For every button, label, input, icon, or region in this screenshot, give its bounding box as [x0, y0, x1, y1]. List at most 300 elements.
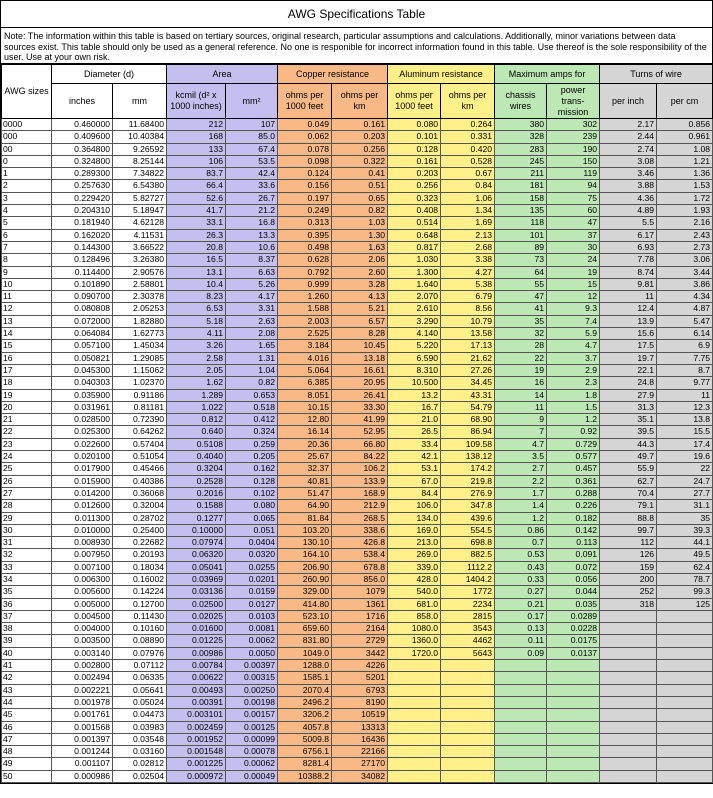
cell-turns-per-inch	[600, 709, 657, 721]
cell-power-amps: 0.288	[547, 487, 600, 499]
cell-area-mm2: 0.205	[226, 451, 278, 463]
cell-turns-per-cm: 39.3	[657, 524, 713, 536]
cell-chassis-amps: 0.13	[495, 623, 547, 635]
cell-chassis-amps: 7	[495, 426, 547, 438]
table-row	[2, 487, 713, 499]
cell-area-kcmil: 133	[167, 143, 226, 155]
cell-area-kcmil: 16.5	[167, 254, 226, 266]
cell-diameter-inches: 0.004000	[52, 623, 113, 635]
cell-al-ohms-1000ft: 0.203	[388, 168, 441, 180]
cell-area-mm2: 0.82	[226, 377, 278, 389]
cell-turns-per-inch: 62.7	[600, 475, 657, 487]
cell-awg-size: 5	[2, 217, 52, 229]
cell-area-kcmil: 33.1	[167, 217, 226, 229]
cell-area-kcmil: 0.02500	[167, 598, 226, 610]
cell-area-mm2: 67.4	[226, 143, 278, 155]
cell-cu-ohms-km: 16.61	[332, 364, 388, 376]
cell-diameter-mm: 0.03983	[113, 721, 167, 733]
cell-area-mm2: 0.065	[226, 512, 278, 524]
cell-area-kcmil: 2.05	[167, 364, 226, 376]
cell-turns-per-cm: 31.1	[657, 500, 713, 512]
cell-power-amps: 190	[547, 143, 600, 155]
cell-turns-per-inch: 200	[600, 573, 657, 585]
cell-turns-per-inch: 31.3	[600, 401, 657, 413]
cell-turns-per-cm	[657, 721, 713, 733]
cell-power-amps: 15	[547, 278, 600, 290]
cell-area-mm2: 33.6	[226, 180, 278, 192]
cell-power-amps: 0.182	[547, 512, 600, 524]
cell-turns-per-inch: 112	[600, 537, 657, 549]
cell-cu-ohms-1000ft: 0.124	[278, 168, 332, 180]
cell-al-ohms-1000ft: 0.080	[388, 119, 441, 131]
cell-awg-size: 19	[2, 389, 52, 401]
cell-al-ohms-km	[441, 696, 495, 708]
cell-turns-per-inch: 70.4	[600, 487, 657, 499]
cell-cu-ohms-km: 20.95	[332, 377, 388, 389]
cell-diameter-mm: 5.18947	[113, 205, 167, 217]
cell-awg-size: 30	[2, 524, 52, 536]
cell-cu-ohms-1000ft: 2.525	[278, 328, 332, 340]
cell-turns-per-cm: 0.961	[657, 131, 713, 143]
cell-chassis-amps: 211	[495, 168, 547, 180]
cell-diameter-mm: 2.90576	[113, 266, 167, 278]
cell-area-kcmil: 0.05041	[167, 561, 226, 573]
cell-cu-ohms-1000ft: 5.064	[278, 364, 332, 376]
table-body	[2, 119, 713, 783]
cell-chassis-amps: 0.11	[495, 635, 547, 647]
cell-chassis-amps: 181	[495, 180, 547, 192]
cell-area-mm2: 2.08	[226, 328, 278, 340]
cell-area-kcmil: 0.1277	[167, 512, 226, 524]
cell-al-ohms-1000ft: 681.0	[388, 598, 441, 610]
cell-area-kcmil: 0.5108	[167, 438, 226, 450]
table-row	[2, 389, 713, 401]
cell-al-ohms-km	[441, 660, 495, 672]
cell-turns-per-cm: 1.36	[657, 168, 713, 180]
cell-chassis-amps: 0.27	[495, 586, 547, 598]
cell-area-mm2: 0.0050	[226, 647, 278, 659]
cell-awg-size: 23	[2, 438, 52, 450]
cell-turns-per-inch: 2.17	[600, 119, 657, 131]
cell-cu-ohms-1000ft: 1585.1	[278, 672, 332, 684]
cell-turns-per-cm: 0.856	[657, 119, 713, 131]
cell-al-ohms-1000ft: 1.300	[388, 266, 441, 278]
cell-area-mm2: 53.5	[226, 155, 278, 167]
cell-area-kcmil: 0.10000	[167, 524, 226, 536]
cell-turns-per-cm: 1.93	[657, 205, 713, 217]
cell-cu-ohms-km: 133.9	[332, 475, 388, 487]
cell-cu-ohms-1000ft: 1288.0	[278, 660, 332, 672]
cell-diameter-inches: 0.001107	[52, 758, 113, 770]
cell-cu-ohms-1000ft: 10.15	[278, 401, 332, 413]
table-row	[2, 180, 713, 192]
cell-power-amps	[547, 696, 600, 708]
cell-al-ohms-km: 174.2	[441, 463, 495, 475]
cell-turns-per-inch: 3.08	[600, 155, 657, 167]
table-row	[2, 758, 713, 770]
cell-chassis-amps	[495, 758, 547, 770]
cell-diameter-inches: 0.020100	[52, 451, 113, 463]
cell-area-kcmil: 0.003101	[167, 709, 226, 721]
cell-diameter-inches: 0.005000	[52, 598, 113, 610]
cell-area-kcmil: 20.8	[167, 241, 226, 253]
cell-awg-size: 13	[2, 315, 52, 327]
cell-diameter-inches: 0.008930	[52, 537, 113, 549]
cell-al-ohms-km: 698.8	[441, 537, 495, 549]
cell-turns-per-inch: 22.1	[600, 364, 657, 376]
cell-turns-per-inch: 13.9	[600, 315, 657, 327]
cell-diameter-inches: 0.005600	[52, 586, 113, 598]
cell-diameter-inches: 0.181940	[52, 217, 113, 229]
cell-cu-ohms-1000ft: 2496.2	[278, 696, 332, 708]
cell-awg-size: 47	[2, 733, 52, 745]
table-row	[2, 229, 713, 241]
cell-chassis-amps	[495, 721, 547, 733]
cell-turns-per-inch	[600, 696, 657, 708]
cell-chassis-amps: 14	[495, 389, 547, 401]
cell-area-mm2: 2.63	[226, 315, 278, 327]
cell-cu-ohms-1000ft: 3206.2	[278, 709, 332, 721]
cell-cu-ohms-1000ft: 40.81	[278, 475, 332, 487]
cell-diameter-mm: 0.32004	[113, 500, 167, 512]
cell-diameter-mm: 1.45034	[113, 340, 167, 352]
table-row	[2, 143, 713, 155]
cell-diameter-inches: 0.025300	[52, 426, 113, 438]
cell-diameter-inches: 0.162020	[52, 229, 113, 241]
cell-area-mm2: 42.4	[226, 168, 278, 180]
cell-area-mm2: 21.2	[226, 205, 278, 217]
cell-diameter-inches: 0.006300	[52, 573, 113, 585]
cell-cu-ohms-1000ft: 260.90	[278, 573, 332, 585]
cell-area-kcmil: 0.03969	[167, 573, 226, 585]
cell-diameter-mm: 10.40384	[113, 131, 167, 143]
cell-al-ohms-1000ft: 0.817	[388, 241, 441, 253]
cell-awg-size: 44	[2, 696, 52, 708]
cell-area-kcmil: 52.6	[167, 192, 226, 204]
cell-chassis-amps: 1.4	[495, 500, 547, 512]
cell-al-ohms-km: 0.420	[441, 143, 495, 155]
cell-turns-per-inch: 4.89	[600, 205, 657, 217]
cell-area-kcmil: 0.01600	[167, 623, 226, 635]
cell-diameter-mm: 0.25400	[113, 524, 167, 536]
cell-turns-per-inch	[600, 684, 657, 696]
cell-al-ohms-km	[441, 709, 495, 721]
cell-diameter-mm: 0.07976	[113, 647, 167, 659]
cell-turns-per-inch	[600, 635, 657, 647]
cell-turns-per-inch	[600, 721, 657, 733]
cell-turns-per-inch: 3.88	[600, 180, 657, 192]
cell-chassis-amps: 0.09	[495, 647, 547, 659]
cell-cu-ohms-km: 41.99	[332, 414, 388, 426]
cell-diameter-mm: 0.57404	[113, 438, 167, 450]
cell-turns-per-inch: 159	[600, 561, 657, 573]
cell-turns-per-inch	[600, 672, 657, 684]
cell-power-amps: 0.361	[547, 475, 600, 487]
cell-cu-ohms-km: 4226	[332, 660, 388, 672]
cell-chassis-amps: 0.86	[495, 524, 547, 536]
cell-diameter-inches: 0.015900	[52, 475, 113, 487]
cell-power-amps	[547, 684, 600, 696]
cell-chassis-amps	[495, 746, 547, 758]
cell-al-ohms-km: 2815	[441, 610, 495, 622]
cell-turns-per-cm: 6.14	[657, 328, 713, 340]
cell-al-ohms-km: 1404.2	[441, 573, 495, 585]
cell-chassis-amps: 11	[495, 401, 547, 413]
cell-chassis-amps: 47	[495, 291, 547, 303]
cell-cu-ohms-1000ft: 51.47	[278, 487, 332, 499]
cell-power-amps: 0.0175	[547, 635, 600, 647]
cell-turns-per-cm	[657, 733, 713, 745]
cell-area-mm2: 8.37	[226, 254, 278, 266]
cell-turns-per-inch	[600, 623, 657, 635]
cell-al-ohms-1000ft	[388, 746, 441, 758]
cell-diameter-mm: 2.30378	[113, 291, 167, 303]
cell-cu-ohms-1000ft: 0.395	[278, 229, 332, 241]
cell-awg-size: 3	[2, 192, 52, 204]
cell-al-ohms-km: 3543	[441, 623, 495, 635]
col-chassis-wires: chassis wires	[495, 84, 547, 119]
cell-turns-per-inch	[600, 647, 657, 659]
cell-area-kcmil: 13.1	[167, 266, 226, 278]
cell-cu-ohms-1000ft: 0.049	[278, 119, 332, 131]
cell-area-mm2: 0.102	[226, 487, 278, 499]
cell-diameter-mm: 0.45466	[113, 463, 167, 475]
cell-awg-size: 18	[2, 377, 52, 389]
cell-turns-per-inch	[600, 610, 657, 622]
cell-chassis-amps: 101	[495, 229, 547, 241]
cell-cu-ohms-km: 1079	[332, 586, 388, 598]
cell-cu-ohms-1000ft: 4057.8	[278, 721, 332, 733]
cell-cu-ohms-1000ft: 523.10	[278, 610, 332, 622]
cell-al-ohms-1000ft: 0.256	[388, 180, 441, 192]
col-mm2: mm²	[226, 84, 278, 119]
cell-turns-per-inch: 19.7	[600, 352, 657, 364]
cell-cu-ohms-1000ft: 2070.4	[278, 684, 332, 696]
cell-cu-ohms-1000ft: 130.10	[278, 537, 332, 549]
cell-chassis-amps: 328	[495, 131, 547, 143]
cell-al-ohms-1000ft: 0.323	[388, 192, 441, 204]
col-inches: inches	[52, 84, 113, 119]
cell-power-amps	[547, 746, 600, 758]
cell-power-amps: 24	[547, 254, 600, 266]
cell-area-kcmil: 168	[167, 131, 226, 143]
cell-turns-per-cm: 4.87	[657, 303, 713, 315]
table-row	[2, 586, 713, 598]
cell-turns-per-inch: 4.36	[600, 192, 657, 204]
cell-cu-ohms-1000ft: 329.00	[278, 586, 332, 598]
cell-turns-per-inch: 2.74	[600, 143, 657, 155]
cell-chassis-amps: 0.7	[495, 537, 547, 549]
cell-cu-ohms-km: 26.41	[332, 389, 388, 401]
cell-area-mm2: 0.00078	[226, 746, 278, 758]
cell-cu-ohms-km: 106.2	[332, 463, 388, 475]
cell-cu-ohms-1000ft: 2.003	[278, 315, 332, 327]
cell-area-kcmil: 0.2016	[167, 487, 226, 499]
cell-power-amps: 0.729	[547, 438, 600, 450]
cell-chassis-amps: 3.5	[495, 451, 547, 463]
table-row	[2, 205, 713, 217]
cell-power-amps: 12	[547, 291, 600, 303]
cell-cu-ohms-km: 0.256	[332, 143, 388, 155]
cell-area-mm2: 0.518	[226, 401, 278, 413]
cell-turns-per-inch: 2.44	[600, 131, 657, 143]
cell-area-mm2: 0.080	[226, 500, 278, 512]
cell-chassis-amps	[495, 709, 547, 721]
cell-al-ohms-1000ft: 269.0	[388, 549, 441, 561]
cell-cu-ohms-km: 52.95	[332, 426, 388, 438]
cell-turns-per-cm	[657, 623, 713, 635]
cell-cu-ohms-km: 1361	[332, 598, 388, 610]
cell-awg-size: 46	[2, 721, 52, 733]
cell-cu-ohms-1000ft: 81.84	[278, 512, 332, 524]
cell-diameter-mm: 0.04473	[113, 709, 167, 721]
cell-power-amps: 1.2	[547, 414, 600, 426]
cell-area-mm2: 0.00157	[226, 709, 278, 721]
cell-al-ohms-km: 21.62	[441, 352, 495, 364]
cell-cu-ohms-km: 678.8	[332, 561, 388, 573]
cell-power-amps: 4.7	[547, 340, 600, 352]
cell-area-mm2: 0.0103	[226, 610, 278, 622]
cell-area-mm2: 0.051	[226, 524, 278, 536]
cell-chassis-amps: 4.7	[495, 438, 547, 450]
table-row	[2, 733, 713, 745]
cell-awg-size: 8	[2, 254, 52, 266]
cell-area-mm2: 0.00125	[226, 721, 278, 733]
cell-cu-ohms-km: 268.5	[332, 512, 388, 524]
cell-awg-size: 27	[2, 487, 52, 499]
cell-chassis-amps: 55	[495, 278, 547, 290]
cell-diameter-inches: 0.028500	[52, 414, 113, 426]
col-turns-per-inch: per inch	[600, 84, 657, 119]
cell-cu-ohms-1000ft: 3.184	[278, 340, 332, 352]
cell-awg-size: 0000	[2, 119, 52, 131]
cell-al-ohms-1000ft: 1.030	[388, 254, 441, 266]
cell-al-ohms-1000ft	[388, 758, 441, 770]
cell-power-amps: 0.091	[547, 549, 600, 561]
cell-al-ohms-km: 6.79	[441, 291, 495, 303]
cell-diameter-mm: 0.05024	[113, 696, 167, 708]
cell-turns-per-inch: 6.17	[600, 229, 657, 241]
cell-al-ohms-1000ft: 0.101	[388, 131, 441, 143]
cell-turns-per-cm: 1.21	[657, 155, 713, 167]
cell-cu-ohms-1000ft: 25.67	[278, 451, 332, 463]
table-row	[2, 561, 713, 573]
cell-area-mm2: 3.31	[226, 303, 278, 315]
cell-chassis-amps: 35	[495, 315, 547, 327]
cell-chassis-amps: 64	[495, 266, 547, 278]
cell-area-mm2: 0.128	[226, 475, 278, 487]
cell-diameter-mm: 1.62773	[113, 328, 167, 340]
cell-turns-per-cm	[657, 610, 713, 622]
cell-diameter-mm: 0.02504	[113, 770, 167, 782]
cell-power-amps: 119	[547, 168, 600, 180]
cell-area-mm2: 0.00250	[226, 684, 278, 696]
cell-cu-ohms-km: 33.30	[332, 401, 388, 413]
cell-power-amps: 0.142	[547, 524, 600, 536]
cell-diameter-inches: 0.057100	[52, 340, 113, 352]
table-row	[2, 364, 713, 376]
cell-power-amps: 60	[547, 205, 600, 217]
cell-power-amps: 5.9	[547, 328, 600, 340]
cell-cu-ohms-km: 34082	[332, 770, 388, 782]
cell-diameter-mm: 0.20193	[113, 549, 167, 561]
table-row	[2, 696, 713, 708]
cell-turns-per-cm: 99.3	[657, 586, 713, 598]
cell-power-amps: 0.0228	[547, 623, 600, 635]
cell-diameter-mm: 4.62128	[113, 217, 167, 229]
cell-chassis-amps: 22	[495, 352, 547, 364]
cell-diameter-inches: 0.460000	[52, 119, 113, 131]
cell-diameter-mm: 7.34822	[113, 168, 167, 180]
cell-cu-ohms-1000ft: 8.051	[278, 389, 332, 401]
table-row	[2, 278, 713, 290]
cell-diameter-inches: 0.000986	[52, 770, 113, 782]
cell-diameter-mm: 0.14224	[113, 586, 167, 598]
cell-cu-ohms-1000ft: 64.90	[278, 500, 332, 512]
cell-area-kcmil: 0.001225	[167, 758, 226, 770]
cell-chassis-amps: 73	[495, 254, 547, 266]
cell-al-ohms-1000ft: 169.0	[388, 524, 441, 536]
cell-area-kcmil: 0.2528	[167, 475, 226, 487]
cell-cu-ohms-1000ft: 6756.1	[278, 746, 332, 758]
cell-chassis-amps	[495, 696, 547, 708]
cell-al-ohms-1000ft: 0.161	[388, 155, 441, 167]
cell-cu-ohms-km: 1.63	[332, 241, 388, 253]
cell-al-ohms-km: 0.67	[441, 168, 495, 180]
cell-chassis-amps: 9	[495, 414, 547, 426]
table-row	[2, 451, 713, 463]
cell-turns-per-cm: 2.73	[657, 241, 713, 253]
cell-turns-per-cm: 3.86	[657, 278, 713, 290]
cell-cu-ohms-km: 1716	[332, 610, 388, 622]
page-title: AWG Specifications Table	[1, 1, 712, 28]
cell-power-amps: 9.3	[547, 303, 600, 315]
cell-diameter-inches: 0.144300	[52, 241, 113, 253]
cell-al-ohms-1000ft: 1080.0	[388, 623, 441, 635]
cell-diameter-mm: 0.40386	[113, 475, 167, 487]
table-row	[2, 746, 713, 758]
cell-al-ohms-1000ft: 42.1	[388, 451, 441, 463]
cell-area-mm2: 13.3	[226, 229, 278, 241]
cell-al-ohms-1000ft: 0.408	[388, 205, 441, 217]
cell-diameter-inches: 0.114400	[52, 266, 113, 278]
cell-turns-per-inch: 3.46	[600, 168, 657, 180]
cell-turns-per-cm: 44.1	[657, 537, 713, 549]
cell-diameter-inches: 0.014200	[52, 487, 113, 499]
group-turns: Turns of wire	[600, 65, 713, 84]
cell-al-ohms-1000ft: 13.2	[388, 389, 441, 401]
cell-cu-ohms-1000ft: 1.588	[278, 303, 332, 315]
cell-cu-ohms-km: 0.65	[332, 192, 388, 204]
cell-area-kcmil: 0.00622	[167, 672, 226, 684]
cell-diameter-mm: 0.02812	[113, 758, 167, 770]
cell-diameter-mm: 0.10160	[113, 623, 167, 635]
cell-al-ohms-km: 219.8	[441, 475, 495, 487]
cell-awg-size: 17	[2, 364, 52, 376]
cell-diameter-mm: 8.25144	[113, 155, 167, 167]
cell-al-ohms-km: 1.06	[441, 192, 495, 204]
cell-chassis-amps: 89	[495, 241, 547, 253]
cell-power-amps: 0.044	[547, 586, 600, 598]
cell-al-ohms-km: 17.13	[441, 340, 495, 352]
cell-al-ohms-km	[441, 746, 495, 758]
cell-turns-per-cm: 6.9	[657, 340, 713, 352]
cell-awg-size: 15	[2, 340, 52, 352]
table-row	[2, 647, 713, 659]
cell-turns-per-cm: 49.5	[657, 549, 713, 561]
cell-awg-size: 25	[2, 463, 52, 475]
cell-cu-ohms-km: 2729	[332, 635, 388, 647]
